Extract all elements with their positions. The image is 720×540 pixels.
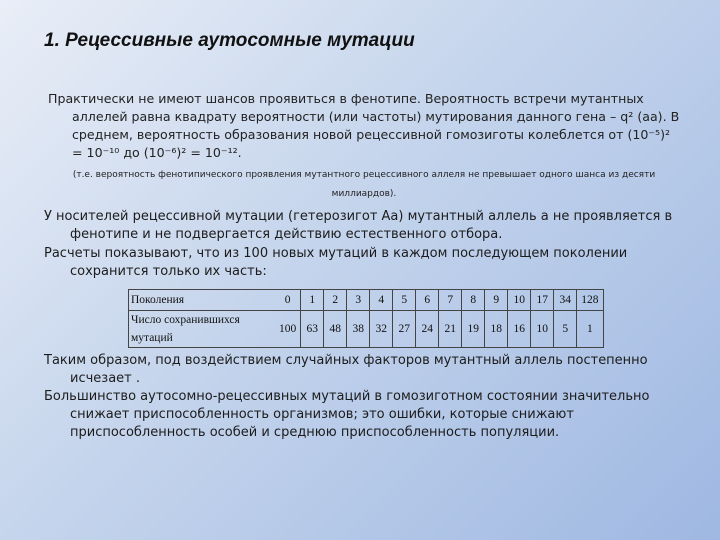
table-cell-mutations-count: 19 (462, 311, 485, 348)
table-cell-generation: 10 (508, 290, 531, 311)
paragraph-heterozygote: У носителей рецессивной мутации (гетерозигот Аа) мутантный аллель а не проявляется в фенотипе и не подвергается действию естественного отбора. (44, 209, 673, 242)
paragraph-calculations: Расчеты показывают, что из 100 новых мутаций в каждом последующем поколении сохранится только их часть: (44, 246, 628, 279)
table-cell-mutations-count: 1 (577, 311, 603, 348)
table-cell-mutations-count: 48 (324, 311, 347, 348)
paragraph-probability: Практически не имеют шансов проявиться в фенотипе. Вероятность встречи мутантных аллелей равна квадрату вероятности (или частоты) мутирования данного гена – q² (аа). В среднем, вероятность образования новой рецессивной гомозиготы колеблется от (10⁻⁵)² = 10⁻¹⁰ до (10⁻⁶)² = 10⁻¹². (48, 91, 680, 160)
footnote-probability: (т.е. вероятность фенотипического проявления мутантного рецессивного аллеля не превышает одного шанса из десяти миллиардов). (72, 170, 656, 199)
table-cell-mutations-count: 38 (347, 311, 370, 348)
table-cell-generation: 2 (324, 290, 347, 311)
generations-table (128, 289, 604, 348)
table-cell-mutations-count: 18 (485, 311, 508, 348)
table-row-label: Поколения (129, 290, 276, 311)
table-cell-generation: 6 (416, 290, 439, 311)
table-cell-generation: 4 (370, 290, 393, 311)
table-cell-mutations-count: 16 (508, 311, 531, 348)
paragraph-conclusion: Таким образом, под воздействием случайных факторов мутантный аллель постепенно исчезает . (44, 353, 648, 386)
table-cell-mutations-count: 32 (370, 311, 393, 348)
table-cell-mutations-count: 27 (393, 311, 416, 348)
table-cell-generation: 3 (347, 290, 370, 311)
table-cell-generation: 5 (393, 290, 416, 311)
table-cell-generation: 128 (577, 290, 603, 311)
table-cell-generation: 8 (462, 290, 485, 311)
table-cell-generation: 9 (485, 290, 508, 311)
table-cell-generation: 0 (275, 290, 301, 311)
table-cell-mutations-count: 21 (439, 311, 462, 348)
table-cell-mutations-count: 100 (275, 311, 301, 348)
table-row (129, 311, 604, 348)
table-cell-mutations-count: 10 (531, 311, 554, 348)
slide-content (44, 90, 684, 442)
paragraph-fitness: Большинство аутосомно-рецессивных мутаций в гомозиготном состоянии значительно снижает приспособленность организмов; это ошибки, которые снижают приспособленность особей и среднюю приспособленность популяции. (44, 389, 650, 440)
table-row (129, 290, 604, 311)
table-cell-mutations-count: 24 (416, 311, 439, 348)
table-cell-generation: 1 (301, 290, 324, 311)
table-cell-mutations-count: 63 (301, 311, 324, 348)
table-row-label: Число сохранившихся мутаций (129, 311, 276, 348)
table-cell-mutations-count: 5 (554, 311, 577, 348)
table-cell-generation: 7 (439, 290, 462, 311)
table-cell-generation: 17 (531, 290, 554, 311)
slide-title: 1. Рецессивные аутосомные мутации (44, 30, 415, 51)
table-cell-generation: 34 (554, 290, 577, 311)
